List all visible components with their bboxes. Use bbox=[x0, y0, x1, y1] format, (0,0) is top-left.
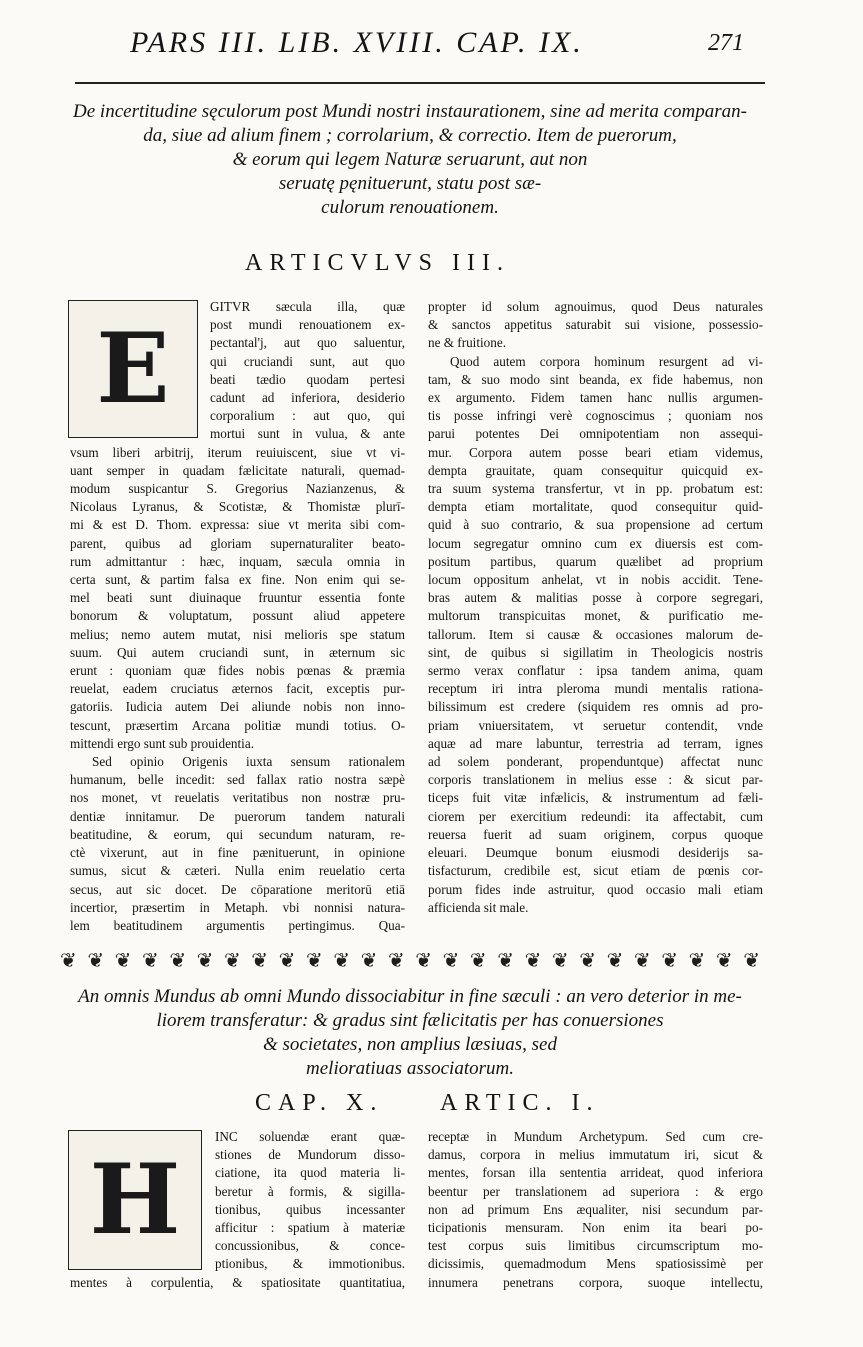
ornament-glyph: ❦ bbox=[251, 949, 269, 972]
text-line: post mundi renouationem ex- bbox=[210, 317, 405, 333]
text-line: tis posse infringi verè cognoscimus ; quoniam nos bbox=[428, 408, 763, 424]
ornament-glyph: ❦ bbox=[551, 949, 569, 972]
text-line: multorum transpicuitas monet, & purificatio me- bbox=[428, 608, 763, 624]
column-left-article1 bbox=[70, 298, 405, 935]
heading-line: De incertitudine sęculorum post Mundi nostri instaurationem, sine ad merita comparan- bbox=[73, 101, 747, 122]
text-line: porum fides inde astruitur, quod occasio mali etiam bbox=[428, 881, 763, 897]
text-line: melius; nemo autem mutat, nisi melioris spe statum bbox=[70, 626, 405, 642]
text-line: damus, corpora in melius immutatum iri, sicut & bbox=[428, 1147, 763, 1163]
text-line: locum segregatur omnino cum ex diuersis est com- bbox=[428, 535, 763, 551]
ornamental-border bbox=[60, 948, 760, 972]
ornament-glyph: ❦ bbox=[497, 949, 515, 972]
text-line: mur. Corpora autem posse beari etiam videmus, bbox=[428, 444, 763, 460]
text-line: erunt : quoniam quæ fides nobis pœnas & præmia bbox=[70, 663, 405, 679]
text-line: mel beati sunt diuinaque fruuntur essentia fonte bbox=[70, 590, 405, 606]
text-line: pectantal'j, aut quo saluentur, bbox=[210, 335, 405, 351]
ornament-glyph: ❦ bbox=[305, 949, 323, 972]
page-number: 271 bbox=[708, 30, 744, 56]
text-line: ptionibus, & immotionibus. bbox=[215, 1256, 405, 1272]
text-line: GITVR sæcula illa, quæ bbox=[210, 299, 405, 314]
text-line: suum. Qui autem cruciandi sunt, in æternum sic bbox=[70, 644, 405, 660]
text-line: mortui sunt in vulua, & ante bbox=[210, 426, 405, 442]
text-line: priam vniuersitatem, vt seruetur contendit, vnde bbox=[428, 717, 763, 733]
text-line: Quod autem corpora hominum resurgent ad vi- bbox=[450, 353, 763, 369]
text-line: non ad primum Ens æqualiter, nisi secundum par- bbox=[428, 1201, 763, 1217]
running-header bbox=[60, 22, 760, 62]
initial-letter-2: H bbox=[89, 1143, 181, 1256]
ornament-glyph: ❦ bbox=[606, 949, 624, 972]
text-line: beatitudine, & eorum, qui secundum naturam, re- bbox=[70, 826, 405, 842]
text-line: sint, de quibus si sigillatim in Theologicis nostris bbox=[428, 644, 763, 660]
heading-line: & eorum qui legem Naturæ seruarunt, aut non bbox=[232, 149, 588, 170]
ornament-glyph: ❦ bbox=[387, 949, 405, 972]
heading-line: da, siue ad alium finem ; corrolarium, & correctio. Item de puerorum, bbox=[143, 125, 677, 146]
text-line: corporalium : aut quo, qui bbox=[210, 408, 405, 424]
ornament-glyph: ❦ bbox=[60, 949, 77, 972]
text-line: receptum iri intra pleroma mundi mentalis rationa- bbox=[428, 681, 763, 697]
text-line: dentiæ innitamur. De puerorum tandem naturali bbox=[70, 808, 405, 824]
article-title: ARTICVLVS III. bbox=[245, 250, 511, 276]
heading-line: culorum renouationem. bbox=[321, 197, 499, 218]
text-line: Sed opinio Origenis iuxta sensum rationalem bbox=[92, 754, 405, 770]
text-line: ex argumento. Fidem tamen hanc nullis argumen- bbox=[428, 390, 763, 406]
ornament-glyph: ❦ bbox=[114, 949, 132, 972]
text-line: beretur à formis, & sigilla- bbox=[215, 1183, 405, 1199]
text-line: cadunt ad inferiora, desiderio bbox=[210, 390, 405, 406]
text-line: tisfacturum, credibile est, sicut etiam de pœnis cor- bbox=[428, 863, 763, 879]
section-heading bbox=[60, 100, 760, 220]
ornament-glyph: ❦ bbox=[141, 949, 159, 972]
ornament-glyph: ❦ bbox=[524, 949, 542, 972]
ornament-glyph: ❦ bbox=[278, 949, 296, 972]
text-line: ciorem per exercitium redeundi: ita affectabit, cum bbox=[428, 808, 763, 824]
article-title-2: ARTIC. I. bbox=[440, 1090, 600, 1116]
ornament-glyph: ❦ bbox=[360, 949, 378, 972]
text-line: receptæ in Mundum Archetypum. Sed cum cre- bbox=[428, 1129, 763, 1144]
text-line: rum admittantur : hæc, inquam, sæcula omnia in bbox=[70, 553, 405, 569]
text-line: reuelat, eadem cruciatus æternos facit, exceptis pur- bbox=[70, 681, 405, 697]
text-line: nos monet, vt reuelatis veritatibus non nostræ pru- bbox=[70, 790, 405, 806]
ornament-glyph: ❦ bbox=[87, 949, 105, 972]
text-line: innumera penetrans corpora, suoque intellectu, bbox=[428, 1274, 763, 1290]
heading-line: An omnis Mundus ab omni Mundo dissociabitur in fine sæculi : an vero deterior in me- bbox=[78, 986, 742, 1007]
text-line: tescunt, præsertim Arcana politiæ mundi totius. O- bbox=[70, 717, 405, 733]
chapter-title: CAP. X. bbox=[255, 1090, 384, 1116]
ornament-glyph: ❦ bbox=[415, 949, 433, 972]
text-line: bras autem & malitias posse à corpore segregari, bbox=[428, 590, 763, 606]
text-line: beati tædio quodam pertesi bbox=[210, 371, 405, 387]
ornament-glyph: ❦ bbox=[579, 949, 596, 972]
text-line: mittendi ergo sunt sub prouidentia. bbox=[70, 735, 254, 751]
text-line: dempta etiam mortalitate, quod consequitur quid- bbox=[428, 499, 763, 515]
chapter-heading bbox=[60, 985, 760, 1081]
text-line: parui potentes Dei omnipotentiam non assequi- bbox=[428, 426, 763, 442]
text-line: bilissimum est credere (siquidem res omnis ad pro- bbox=[428, 699, 763, 715]
text-line: dempta grauitate, quam consequitur quicquid ex- bbox=[428, 462, 763, 478]
text-line: vsum liberi arbitrij, iterum reuiuiscent, siue vt vi- bbox=[70, 444, 405, 460]
ornament-glyph: ❦ bbox=[333, 949, 351, 972]
text-line: humanum, belle incedit: sed fallax ratio nostra sæpè bbox=[70, 772, 405, 788]
ornament-glyph: ❦ bbox=[169, 949, 187, 972]
text-line: & sanctos appetitus saturabit sui visione, possessio- bbox=[428, 317, 763, 333]
text-line: bonorum & voluptatum, possunt aliud appetere bbox=[70, 608, 405, 624]
text-line: eleuari. Deumque bonum eiusmodi desiderijs sa- bbox=[428, 845, 763, 861]
text-line: ctè vixerunt, aut in fine pænituerunt, in opinione bbox=[70, 845, 405, 861]
text-line: gatoriis. Iudicia autem Dei aliunde nobis non inno- bbox=[70, 699, 405, 715]
running-title: PARS III. LIB. XVIII. CAP. IX. bbox=[130, 26, 584, 59]
text-line: aquæ ad mare labuntur, terrestria ad terram, ignes bbox=[428, 735, 763, 751]
column-right-article1 bbox=[428, 298, 763, 917]
text-line: ad solem ponderant, propenduntque) affectat nunc bbox=[428, 754, 763, 770]
text-line: parent, quibus ad gloriam supernaturaliter beato- bbox=[70, 535, 405, 551]
text-line: certa sunt, & partim falsa ex fine. Non enim qui se- bbox=[70, 572, 405, 588]
ornament-glyph: ❦ bbox=[661, 949, 678, 972]
ornament-glyph: ❦ bbox=[469, 949, 487, 972]
text-line: tallorum. Item si causæ & occasiones malorum de- bbox=[428, 626, 763, 642]
text-line: concussionibus, & conce- bbox=[215, 1238, 405, 1254]
text-line: dicissimis, quemadmodum Mens spatiosissimè per bbox=[428, 1256, 763, 1272]
text-line: secus, aut sic docet. De cōparatione meritorū etiā bbox=[70, 881, 405, 897]
heading-line: seruatę pęnituerunt, statu post sæ- bbox=[278, 173, 542, 194]
text-line: mentes à corpulentia, & spatiositate quantitatiua, bbox=[70, 1274, 405, 1290]
text-line: beentur per translationem ad superiora : & ergo bbox=[428, 1183, 763, 1199]
text-line: test corpus suis limitibus circumscriptum mo- bbox=[428, 1238, 763, 1254]
ornament-glyph: ❦ bbox=[633, 949, 651, 972]
text-line: tionibus, quibus incessanter bbox=[215, 1201, 405, 1217]
heading-line: melioratiuas associatorum. bbox=[306, 1058, 514, 1079]
text-line: mi & est D. Thom. expressa: siue vt merita sibi com- bbox=[70, 517, 405, 533]
ornament-glyph: ❦ bbox=[196, 949, 214, 972]
column-right-article2 bbox=[428, 1128, 763, 1292]
text-line: corporis translationem in melius esse : & sicut par- bbox=[428, 772, 763, 788]
text-line: reuersa fuerit ad suam originem, corpus quoque bbox=[428, 826, 763, 842]
text-line: ticeps fuit vitæ infælicis, & instrumentum ad fæli- bbox=[428, 790, 763, 806]
text-line: Nicolaus Lyranus, & Scotistæ, & Thomistæ plurī- bbox=[70, 499, 405, 515]
text-line: modum suspicantur S. Gregorius Nazianzenus, & bbox=[70, 481, 405, 497]
text-line: sermo verax conflatur : ipsa tandem anima, quam bbox=[428, 663, 763, 679]
header-rule bbox=[75, 82, 765, 84]
text-line: INC soluendæ erant quæ- bbox=[215, 1129, 405, 1144]
text-line: uant semper in quadam fælicitate naturali, quemad- bbox=[70, 462, 405, 478]
ornament-glyph: ❦ bbox=[442, 949, 460, 972]
text-line: tam, & suo modo sint beanda, ex fide habemus, non bbox=[428, 371, 763, 387]
text-line: ticipationis mensuram. Non enim ita beari po- bbox=[428, 1220, 763, 1236]
ornament-glyph: ❦ bbox=[743, 949, 760, 972]
ornament-glyph: ❦ bbox=[688, 949, 706, 972]
initial-letter: E bbox=[96, 312, 170, 425]
ornament-glyph: ❦ bbox=[223, 949, 241, 972]
text-line: stiones de Mundorum disso- bbox=[215, 1147, 405, 1163]
text-line: afficitur : spatium à materiæ bbox=[215, 1220, 405, 1236]
text-line: qui cruciandi sunt, aut quo bbox=[210, 353, 405, 369]
text-line: quid à suo contrario, & sua propensione ad certum bbox=[428, 517, 763, 533]
text-line: ne & fruitione. bbox=[428, 335, 507, 351]
ornament-glyph: ❦ bbox=[715, 949, 733, 972]
text-line: locum oppositum anhelat, vt in nobis accidit. Tene- bbox=[428, 572, 763, 588]
text-line: mentes, forsan illa sententia arrideat, quod inferiora bbox=[428, 1165, 763, 1181]
heading-line: liorem transferatur: & gradus sint fælicitatis per has conuersiones bbox=[156, 1010, 664, 1031]
text-line: tra suum systema transfertur, vt in pp. probatum est: bbox=[428, 481, 763, 497]
text-line: lem beatitudinem argumentis pertingimus. Qua- bbox=[70, 917, 405, 933]
text-line: sumus, sicut & cæteri. Nulla enim reuelatio certa bbox=[70, 863, 405, 879]
text-line: ciatione, ita quod materia li- bbox=[215, 1165, 405, 1181]
heading-line: & societates, non amplius læsiuas, sed bbox=[263, 1034, 557, 1055]
text-line: afficienda sit male. bbox=[428, 899, 529, 915]
text-line: incertior, præsertim in Metaph. vbi nonnisi natura- bbox=[70, 899, 405, 915]
text-line: propter id solum agnouimus, quod Deus naturales bbox=[428, 299, 763, 314]
column-left-article2 bbox=[70, 1128, 405, 1292]
text-line: positum partibus, quarum quælibet ad proprium bbox=[428, 553, 763, 569]
